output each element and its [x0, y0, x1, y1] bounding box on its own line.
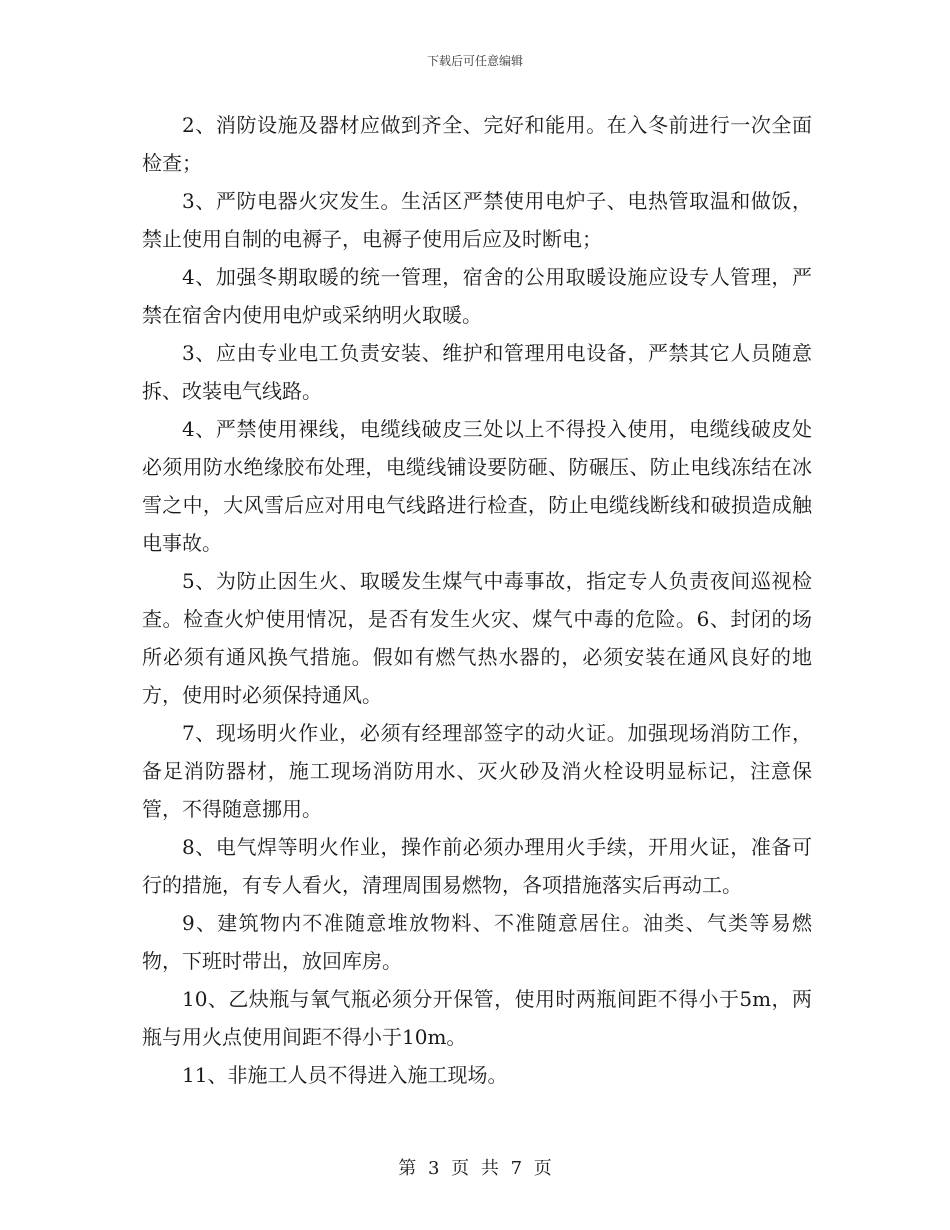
paragraph-6: 5、为防止因生火、取暖发生煤气中毒事故，指定专人负责夜间巡视检查。检查火炉使用情况，是否有发生火灾、煤气中毒的危险。6、封闭的场所必须有通风换气措施。假如有燃气热水器的，必须安装在通风良好的地方，使用时必须保持通风。	[142, 569, 812, 707]
paragraph-4: 3、应由专业电工负责安装、维护和管理用电设备，严禁其它人员随意拆、改装电气线路。	[142, 341, 812, 403]
paragraph-10: 10、乙炔瓶与氧气瓶必须分开保管，使用时两瓶间距不得小于5m，两瓶与用火点使用间距不得小于10m。	[142, 987, 812, 1049]
document-body	[142, 106, 812, 1094]
paragraph-2: 3、严防电器火灾发生。生活区严禁使用电炉子、电热管取温和做饭，禁止使用自制的电褥子，电褥子使用后应及时断电；	[142, 189, 812, 251]
paragraph-9: 9、建筑物内不准随意堆放物料、不准随意居住。油类、气类等易燃物，下班时带出，放回库房。	[142, 911, 812, 973]
paragraph-8: 8、电气焊等明火作业，操作前必须办理用火手续，开用火证，准备可行的措施，有专人看火，清理周围易燃物，各项措施落实后再动工。	[142, 835, 812, 897]
page-header: 下载后可任意编辑	[426, 54, 523, 68]
paragraph-3: 4、加强冬期取暖的统一管理，宿舍的公用取暖设施应设专人管理，严禁在宿舍内使用电炉或采纳明火取暖。	[142, 265, 812, 327]
paragraph-11: 11、非施工人员不得进入施工现场。	[182, 1063, 508, 1087]
paragraph-1: 2、消防设施及器材应做到齐全、完好和能用。在入冬前进行一次全面检查；	[142, 113, 812, 175]
page-number-footer: 第 3 页 共 7 页	[398, 1158, 552, 1179]
paragraph-5: 4、严禁使用裸线，电缆线破皮三处以上不得投入使用，电缆线破皮处必须用防水绝缘胶布处理，电缆线铺设要防砸、防碾压、防止电线冻结在冰雪之中，大风雪后应对用电气线路进行检查，防止电缆线断线和破损造成触电事故。	[142, 417, 812, 555]
paragraph-7: 7、现场明火作业，必须有经理部签字的动火证。加强现场消防工作，备足消防器材，施工现场消防用水、灭火砂及消火栓设明显标记，注意保管，不得随意挪用。	[142, 721, 812, 821]
